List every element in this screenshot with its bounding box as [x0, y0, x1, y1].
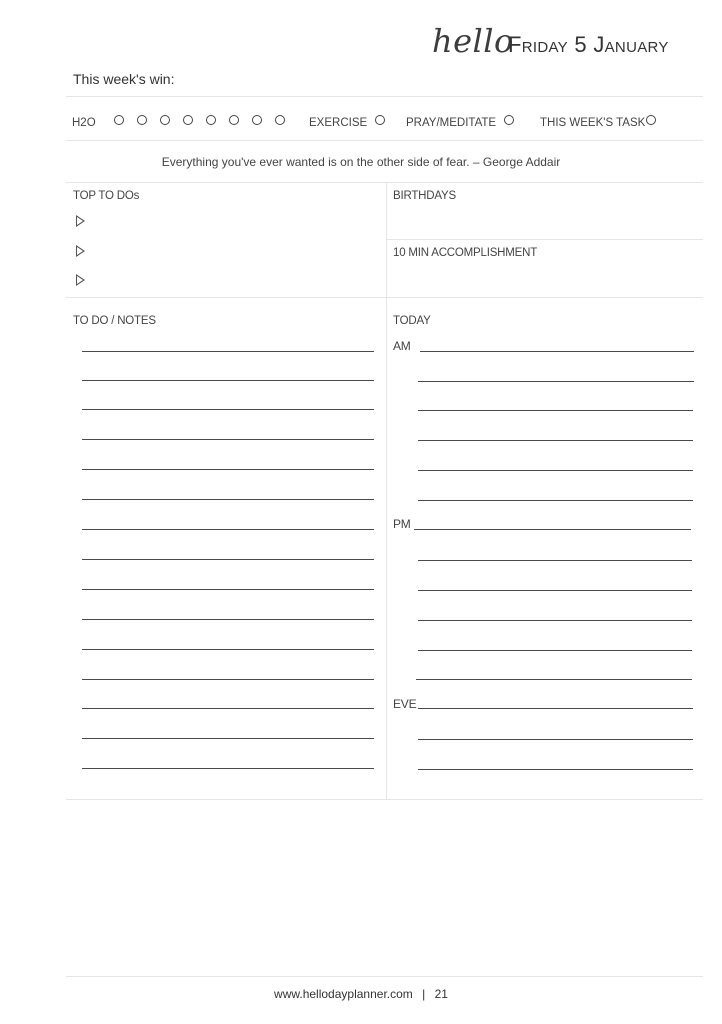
pm-writing-line[interactable] [414, 529, 691, 530]
birthdays-heading: BIRTHDAYS [393, 190, 456, 202]
eve-writing-line[interactable] [418, 708, 693, 709]
page-date-title: Friday 5 January [508, 32, 669, 57]
h2o-circle[interactable] [252, 115, 262, 125]
quote-text: Everything you've ever wanted is on the other side of fear. – George Addair [161, 155, 561, 169]
am-label: AM [393, 339, 411, 353]
h2o-circle[interactable] [160, 115, 170, 125]
hello-script-logo: hello [432, 22, 514, 60]
pm-writing-line[interactable] [418, 620, 692, 621]
todo-writing-line[interactable] [82, 559, 374, 560]
pray-meditate-circle[interactable] [504, 115, 514, 125]
todo-writing-line[interactable] [82, 619, 374, 620]
divider-bottom [66, 799, 703, 800]
top-todos-heading: TOP TO DOs [73, 190, 140, 202]
divider-tracker [66, 140, 703, 141]
eve-writing-line[interactable] [418, 769, 693, 770]
weekly-win-label: This week's win: [73, 71, 175, 87]
pm-writing-line[interactable] [418, 560, 692, 561]
todo-writing-line[interactable] [82, 529, 374, 530]
todo-writing-line[interactable] [82, 439, 374, 440]
h2o-circle[interactable] [229, 115, 239, 125]
play-triangle-icon [76, 274, 85, 286]
today-heading: TODAY [393, 315, 431, 327]
h2o-circle[interactable] [206, 115, 216, 125]
accomplishment-heading: 10 MIN ACCOMPLISHMENT [393, 247, 538, 259]
h2o-circle[interactable] [114, 115, 124, 125]
h2o-label: H2O [72, 117, 96, 129]
website-link[interactable]: www.hellodayplanner.com [274, 987, 413, 1001]
play-triangle-icon [76, 215, 85, 227]
page-footer [0, 987, 722, 1001]
pray-meditate-label: PRAY/MEDITATE [406, 117, 497, 129]
todo-writing-line[interactable] [82, 649, 374, 650]
todo-writing-line[interactable] [82, 380, 374, 381]
todo-writing-line[interactable] [82, 409, 374, 410]
todo-writing-line[interactable] [82, 708, 374, 709]
pm-writing-line[interactable] [416, 679, 692, 680]
play-triangle-icon [76, 245, 85, 257]
h2o-circle[interactable] [137, 115, 147, 125]
pm-writing-line[interactable] [418, 590, 692, 591]
pm-writing-line[interactable] [418, 650, 692, 651]
footer-separator: | [422, 987, 426, 1001]
h2o-circle[interactable] [275, 115, 285, 125]
divider-footer [66, 976, 703, 977]
am-writing-line[interactable] [418, 381, 694, 382]
eve-writing-line[interactable] [418, 739, 693, 740]
todo-writing-line[interactable] [82, 768, 374, 769]
column-divider [386, 182, 387, 799]
todo-writing-line[interactable] [82, 738, 374, 739]
am-writing-line[interactable] [418, 500, 693, 501]
divider-mid [66, 297, 703, 298]
weekly-task-circle[interactable] [646, 115, 656, 125]
todo-notes-heading: TO DO / NOTES [73, 315, 156, 327]
am-writing-line[interactable] [420, 351, 694, 352]
todo-writing-line[interactable] [82, 679, 374, 680]
eve-label: EVE [393, 697, 417, 711]
weekly-task-label: THIS WEEK'S TASK [540, 117, 646, 129]
am-writing-line[interactable] [418, 470, 693, 471]
divider-quote [66, 182, 703, 183]
page-number: 21 [434, 987, 448, 1001]
exercise-label: EXERCISE [309, 117, 368, 129]
am-writing-line[interactable] [418, 440, 693, 441]
pm-label: PM [393, 517, 411, 531]
am-writing-line[interactable] [418, 410, 693, 411]
divider-top [66, 96, 703, 97]
todo-writing-line[interactable] [82, 351, 374, 352]
todo-writing-line[interactable] [82, 589, 374, 590]
todo-writing-line[interactable] [82, 469, 374, 470]
todo-writing-line[interactable] [82, 499, 374, 500]
exercise-circle[interactable] [375, 115, 385, 125]
h2o-circle[interactable] [183, 115, 193, 125]
divider-birthdays [387, 239, 703, 240]
